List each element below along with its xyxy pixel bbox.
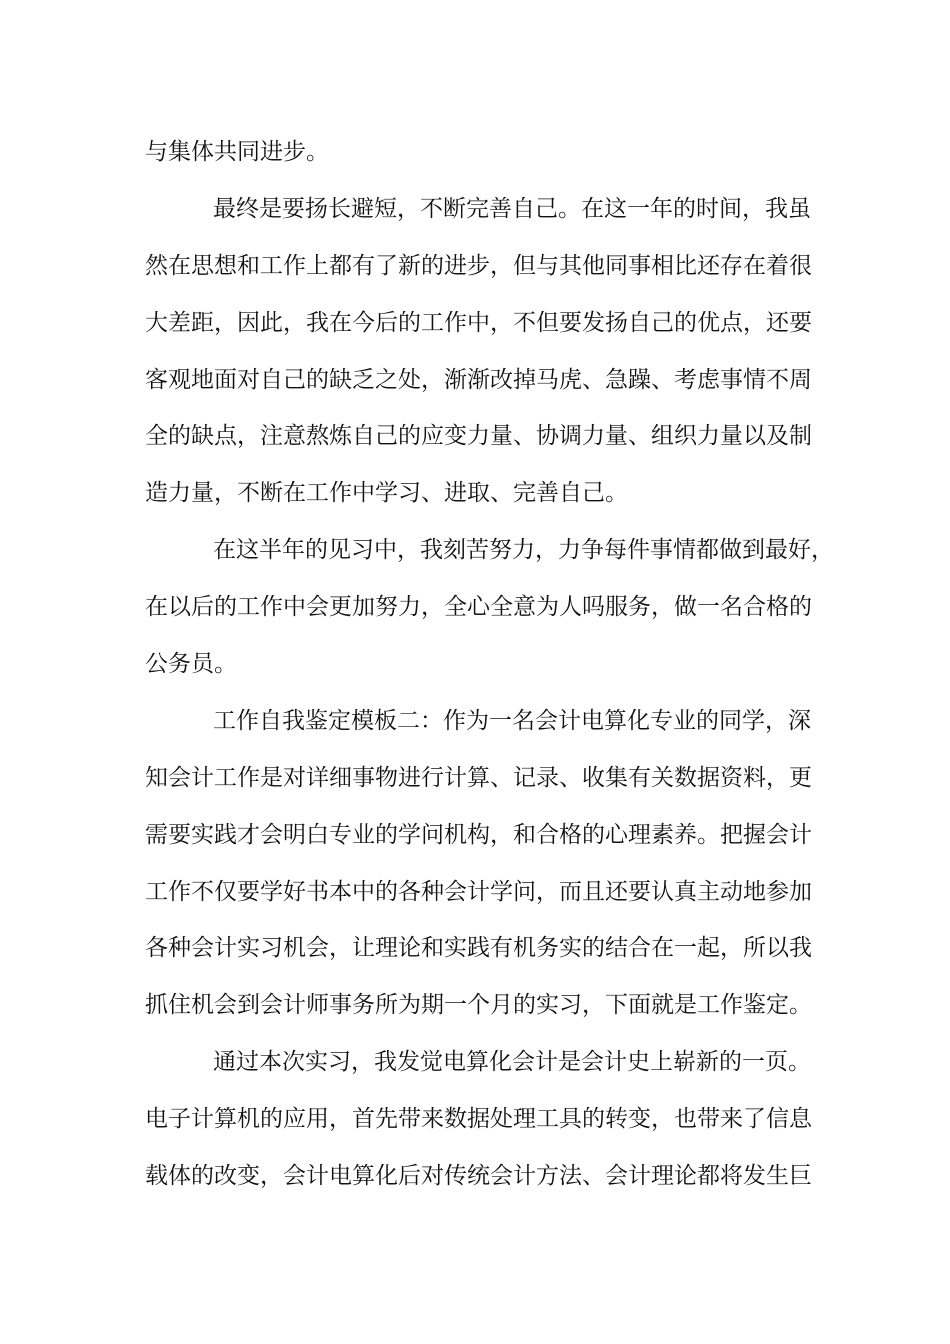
text-line: 需要实践才会明白专业的学问机构，和合格的心理素养。把握会计 [145,821,812,848]
text-line: 客观地面对自己的缺乏之处，渐渐改掉马虎、急躁、考虑事情不周 [145,366,812,393]
text-line: 最终是要扬长避短，不断完善自己。在这一年的时间，我虽 [213,195,811,222]
text-line: 与集体共同进步。 [145,139,329,165]
document-body [145,124,834,1205]
paragraph [145,124,809,181]
text-line: 工作不仅要学好书本中的各种会计学问，而且还要认真主动地参加 [145,878,812,905]
paragraph [145,1034,812,1205]
text-line: 各种会计实习机会，让理论和实践有机务实的结合在一起，所以我 [145,935,812,962]
text-line: 在这半年的见习中，我刻苦努力，力争每件事情都做到最好， [213,537,834,564]
text-line: 造力量，不断在工作中学习、进取、完善自己。 [145,480,628,507]
text-line: 电子计算机的应用，首先带来数据处理工具的转变，也带来了信息 [145,1106,812,1133]
text-line: 抓住机会到会计师事务所为期一个月的实习，下面就是工作鉴定。 [145,992,812,1019]
text-line: 载体的改变，会计电算化后对传统会计方法、会计理论都将发生巨 [145,1163,812,1190]
text-line: 大差距，因此，我在今后的工作中，不但要发扬自己的优点，还要 [145,309,812,336]
text-line: 工作自我鉴定模板二：作为一名会计电算化专业的同学，深 [213,707,811,734]
paragraph [145,522,834,693]
text-line: 知会计工作是对详细事物进行计算、记录、收集有关数据资料，更 [145,764,812,791]
text-line: 在以后的工作中会更加努力，全心全意为人吗服务，做一名合格的 [145,594,812,621]
paragraph [145,693,812,1034]
paragraph [145,181,812,522]
text-line: 通过本次实习，我发觉电算化会计是会计史上崭新的一页。 [213,1049,811,1076]
text-line: 然在思想和工作上都有了新的进步，但与其他同事相比还存在着很 [145,252,812,279]
text-line: 全的缺点，注意熬炼自己的应变力量、协调力量、组织力量以及制 [145,423,812,450]
text-line: 公务员。 [145,651,237,678]
